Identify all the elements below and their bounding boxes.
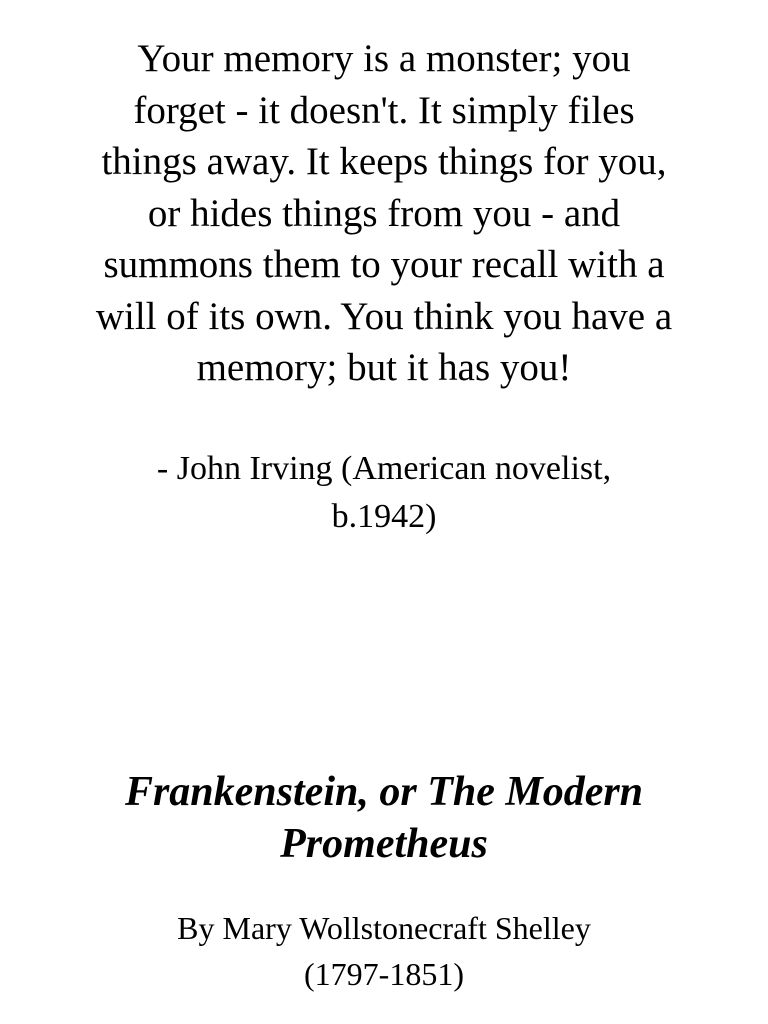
byline-line: (1797-1851) bbox=[304, 956, 464, 992]
quote-line: Your memory is a monster; you bbox=[137, 37, 631, 80]
byline-line: By Mary Wollstonecraft Shelley bbox=[177, 910, 591, 946]
epigraph-quote bbox=[50, 33, 718, 394]
book-title-line: Prometheus bbox=[280, 821, 488, 867]
quote-line: memory; but it has you! bbox=[196, 346, 572, 389]
book-title bbox=[40, 766, 728, 870]
quote-line: will of its own. You think you have a bbox=[95, 294, 673, 338]
quote-line: forget - it doesn't. It simply files bbox=[133, 88, 635, 132]
book-title-line: Frankenstein, or The Modern bbox=[124, 769, 644, 815]
quote-line: summons them to your recall with a bbox=[103, 243, 665, 286]
attribution-line: b.1942) bbox=[331, 498, 437, 535]
quote-line: things away. It keeps things for you, bbox=[101, 140, 667, 183]
quote-attribution bbox=[80, 445, 688, 541]
quote-line: or hides things from you - and bbox=[147, 191, 621, 235]
attribution-line: - John Irving (American novelist, bbox=[156, 450, 612, 487]
author-byline bbox=[80, 905, 688, 997]
